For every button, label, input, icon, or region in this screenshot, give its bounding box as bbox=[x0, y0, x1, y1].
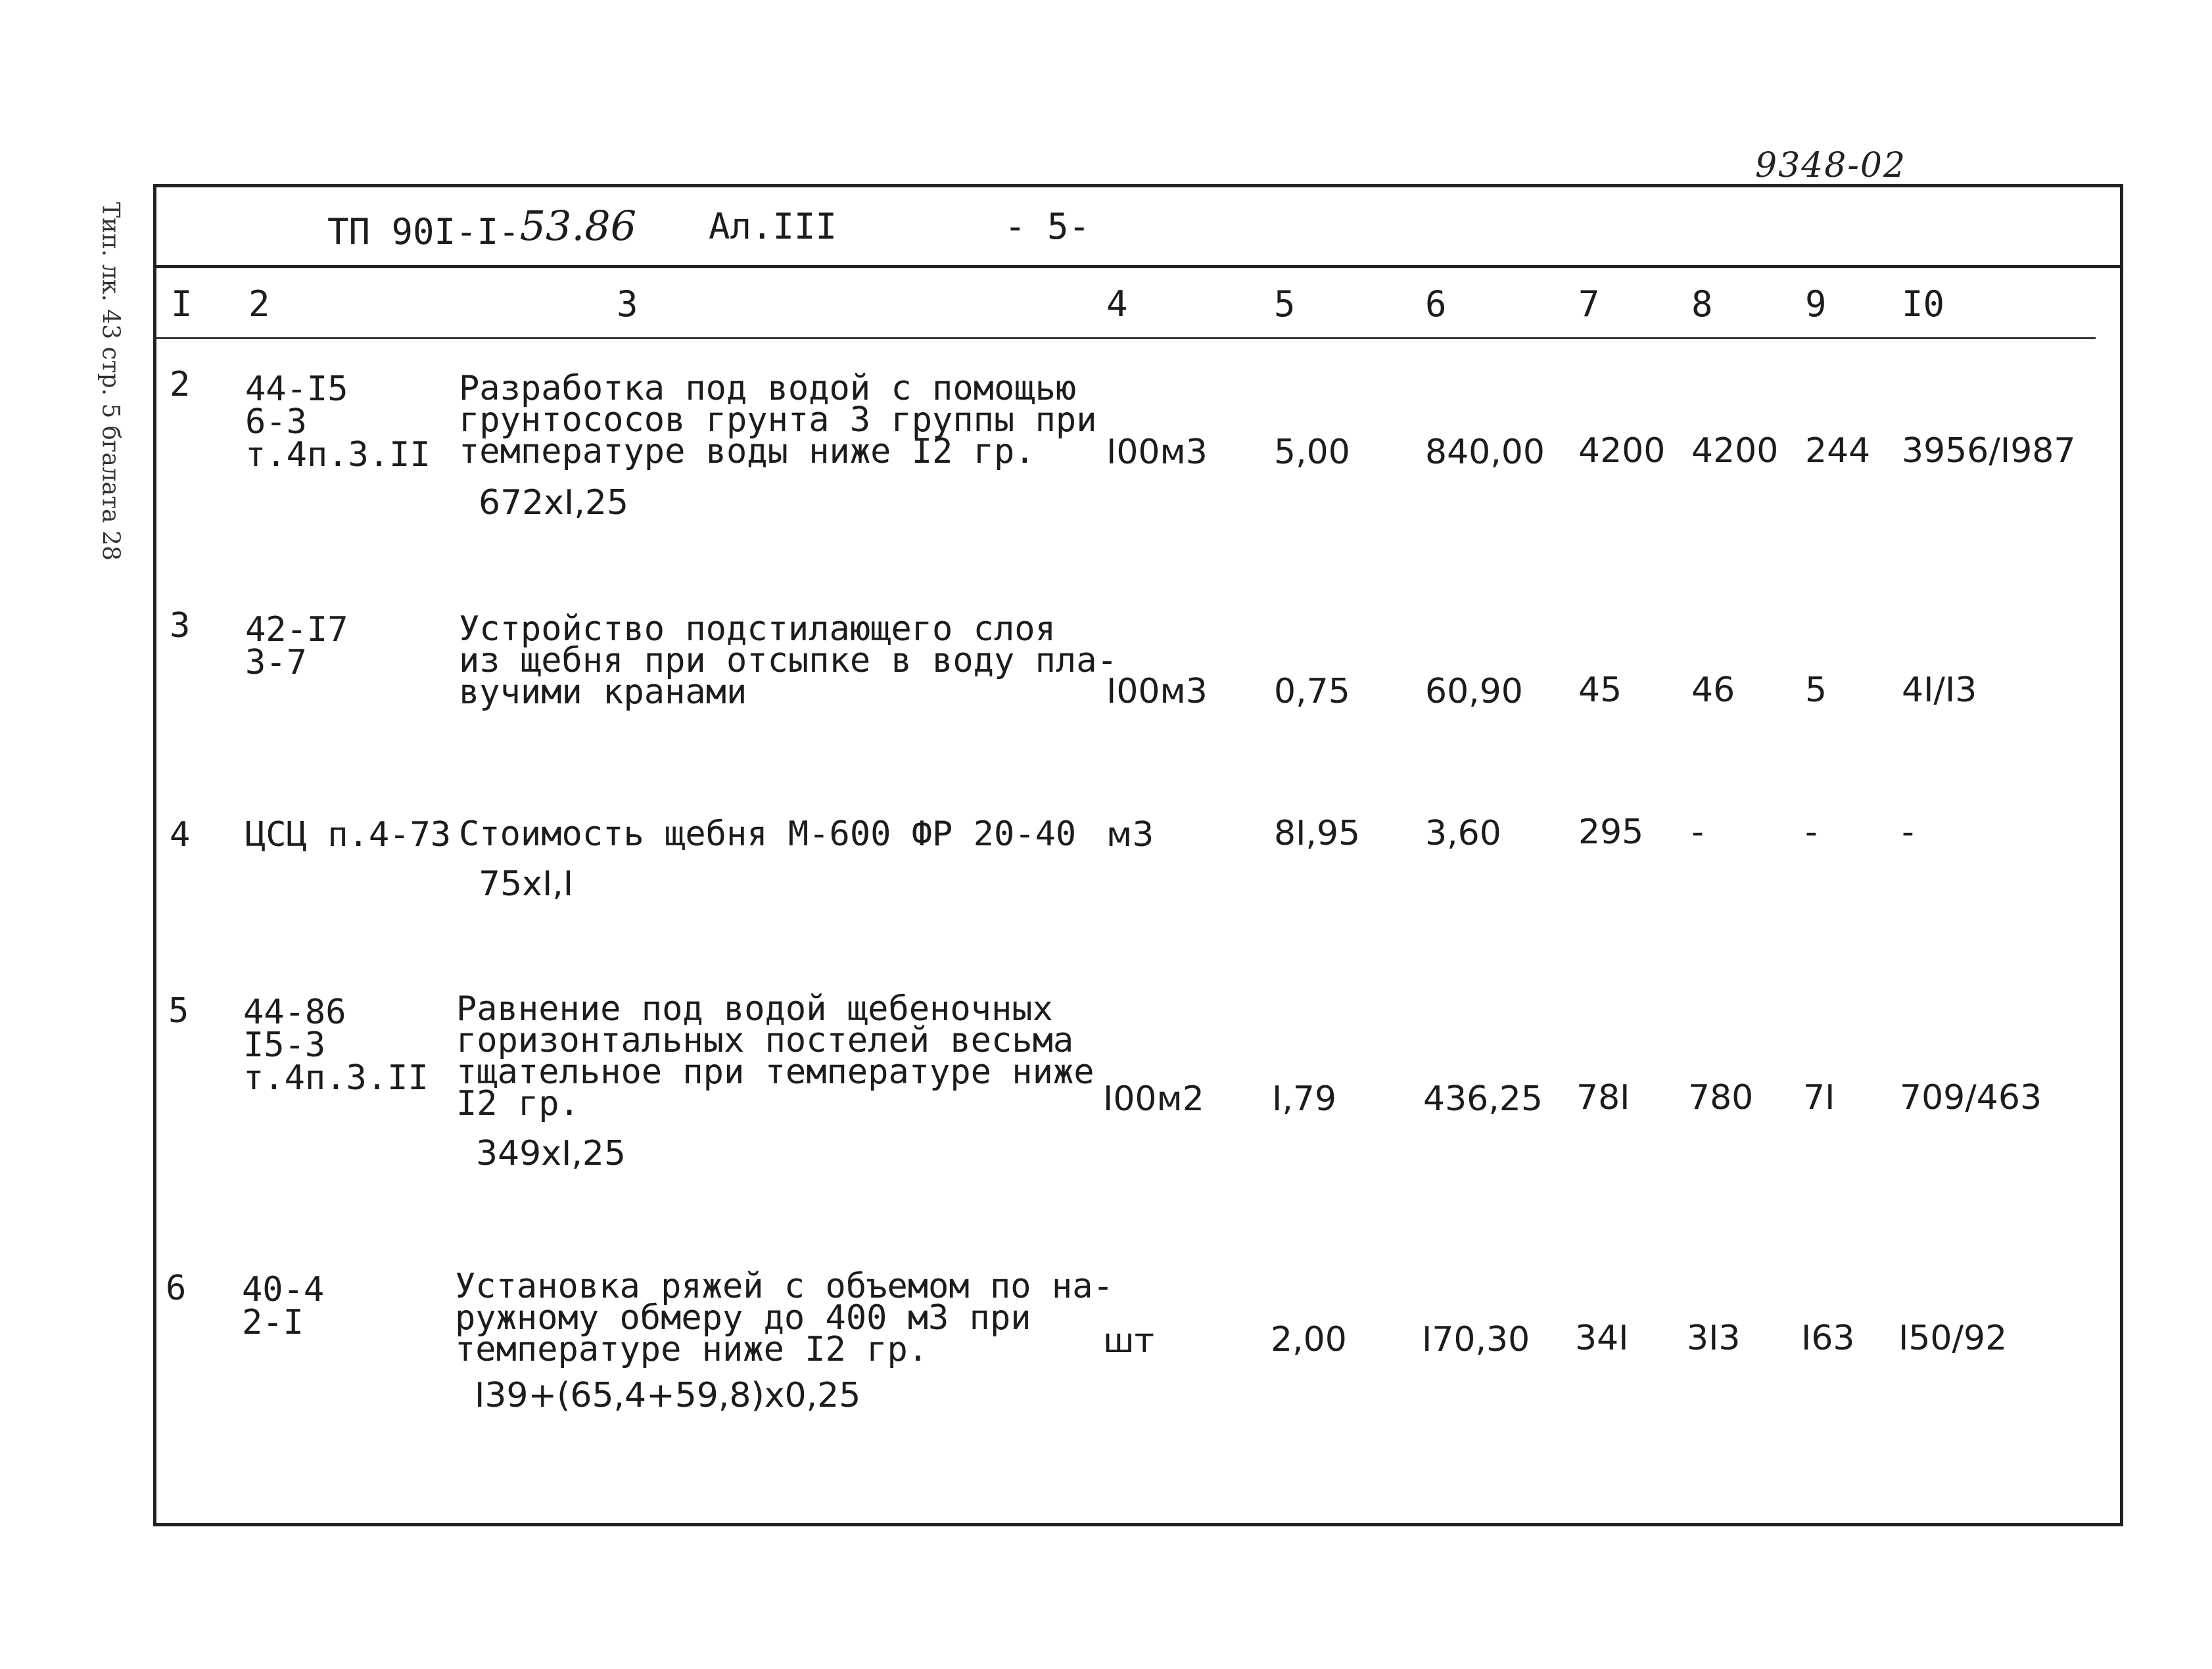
page-number: - 5- bbox=[1004, 206, 1091, 247]
row-reference: 40-4 2-I bbox=[242, 1270, 325, 1342]
row-col8: 4200 bbox=[1691, 431, 1779, 471]
row-description: Установка ряжей с объемом по на- ружному обмеру до 400 м3 при температуре ниже I2 гр. bbox=[455, 1267, 1114, 1369]
row-col9: 7I bbox=[1803, 1078, 1835, 1117]
row-unit: м3 bbox=[1106, 815, 1154, 855]
document-number: 9348-02 bbox=[1755, 146, 1907, 185]
project-code bbox=[327, 202, 637, 254]
column-header-2: 2 bbox=[248, 283, 270, 325]
row-reference: 44-I5 6-3 т.4п.3.II bbox=[245, 369, 431, 475]
column-header-9: 9 bbox=[1805, 283, 1827, 325]
row-col9: - bbox=[1805, 812, 1818, 852]
row-unit: I00м2 bbox=[1103, 1079, 1204, 1119]
row-col6: 3,60 bbox=[1425, 814, 1501, 853]
row-number: 3 bbox=[170, 606, 191, 646]
row-calculation: I39+(65,4+59,8)x0,25 bbox=[475, 1376, 861, 1415]
row-col7: 295 bbox=[1578, 812, 1644, 852]
project-code-handwritten: 53.86 bbox=[519, 202, 637, 250]
column-header-3: 3 bbox=[617, 283, 638, 325]
column-header-5: 5 bbox=[1274, 283, 1296, 325]
row-description: Разработка под водой с помощью грунтососов грунта 3 группы при температуре воды ниже I2 гр. bbox=[459, 369, 1097, 471]
row-col5: 0,75 bbox=[1274, 672, 1350, 711]
row-col8: 46 bbox=[1691, 670, 1735, 710]
row-col10: 709/463 bbox=[1900, 1078, 2042, 1117]
row-description: Устройство подстилающего слоя из щебня при отсыпке в воду пла- вучими кранами bbox=[459, 609, 1118, 712]
column-header-7: 7 bbox=[1578, 283, 1600, 325]
row-col5: 8I,95 bbox=[1274, 814, 1361, 853]
row-col9: 5 bbox=[1805, 670, 1827, 710]
row-reference: ЦСЦ п.4-73 bbox=[245, 815, 452, 855]
row-col7: 45 bbox=[1578, 670, 1622, 710]
row-col10: - bbox=[1902, 812, 1914, 852]
side-stamp bbox=[91, 197, 130, 565]
project-code-prefix: ТП 90I-I- bbox=[327, 211, 520, 252]
row-number: 5 bbox=[168, 991, 189, 1031]
row-calculation: 349xI,25 bbox=[476, 1134, 626, 1173]
row-col7: 34I bbox=[1575, 1319, 1629, 1358]
row-description: Равнение под водой щебеночных горизонтальных постелей весьма тщательное при температуре ниже I2 гр. bbox=[456, 989, 1094, 1123]
row-col8: 780 bbox=[1688, 1078, 1754, 1117]
row-col6: I70,30 bbox=[1422, 1320, 1530, 1359]
row-col8: 3I3 bbox=[1687, 1319, 1741, 1358]
row-col6: 436,25 bbox=[1423, 1079, 1543, 1119]
column-header-row bbox=[156, 265, 2120, 337]
row-number: 2 bbox=[170, 365, 191, 404]
row-number: 6 bbox=[166, 1269, 187, 1308]
row-col5: 2,00 bbox=[1271, 1320, 1347, 1359]
column-header-4: 4 bbox=[1106, 283, 1128, 325]
column-header-10: I0 bbox=[1902, 283, 1945, 325]
row-col5: 5,00 bbox=[1274, 433, 1350, 472]
row-col5: I,79 bbox=[1272, 1079, 1337, 1119]
row-unit: I00м3 bbox=[1106, 672, 1208, 711]
column-header-1: I bbox=[171, 283, 193, 325]
document-frame bbox=[153, 184, 2123, 1526]
row-col7: 78I bbox=[1576, 1078, 1630, 1117]
row-reference: 44-86 I5-3 т.4п.3.II bbox=[243, 993, 429, 1098]
row-col10: I50/92 bbox=[1898, 1319, 2008, 1358]
row-col6: 840,00 bbox=[1425, 433, 1545, 472]
row-col9: I63 bbox=[1801, 1319, 1855, 1358]
row-number: 4 bbox=[170, 815, 191, 855]
row-unit: I00м3 bbox=[1106, 433, 1208, 472]
row-col8: - bbox=[1691, 812, 1704, 852]
row-unit: шт bbox=[1103, 1321, 1154, 1361]
row-col6: 60,90 bbox=[1425, 672, 1523, 711]
column-header-8: 8 bbox=[1691, 283, 1713, 325]
album-label: Ал.III bbox=[709, 206, 837, 247]
side-stamp-text: Тип. лк. 43 стр. 5 бгалата 28 bbox=[97, 202, 124, 561]
row-calculation: 672xI,25 bbox=[479, 483, 629, 523]
row-col9: 244 bbox=[1805, 431, 1871, 471]
row-col10: 3956/I987 bbox=[1902, 431, 2076, 471]
row-description: Стоимость щебня М-600 ФР 20-40 bbox=[459, 814, 1077, 854]
title-bar bbox=[156, 187, 2120, 268]
column-header-6: 6 bbox=[1425, 283, 1447, 325]
row-col10: 4I/I3 bbox=[1902, 670, 1977, 710]
header-divider bbox=[156, 337, 2096, 339]
row-calculation: 75xI,I bbox=[479, 864, 574, 904]
row-col7: 4200 bbox=[1578, 431, 1666, 471]
row-reference: 42-I7 3-7 bbox=[245, 610, 348, 682]
